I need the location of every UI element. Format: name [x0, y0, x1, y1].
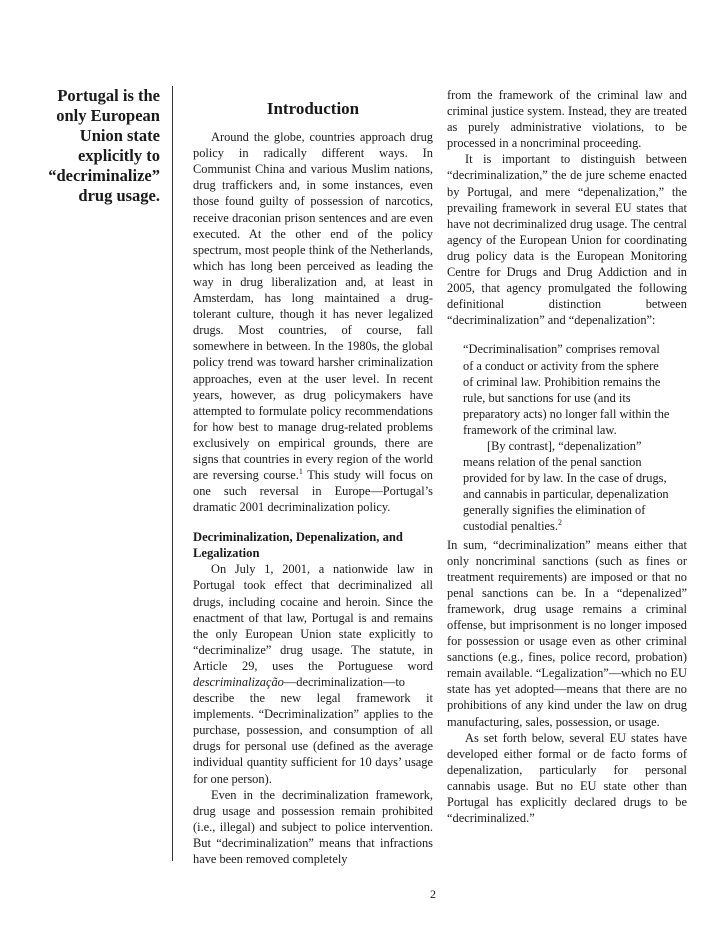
body-paragraph: from the framework of the criminal law and criminal justice system. Instead, they are treated as purely administrative violations, to be processed in a noncriminal proceeding.: [447, 88, 687, 151]
quote-paragraph: “Decriminalisation” comprises removal of a conduct or activity from the sphere of criminal law. Prohibition remains the rule, but sanctions for use (and its preparatory acts) no longer fall within the framework of the criminal law.: [463, 342, 670, 437]
column-right: [447, 87, 687, 826]
body-paragraph: On July 1, 2001, a nationwide law in Portugal took effect that decriminalized all drugs, including cocaine and heroin. Since the enactment of that law, Portugal is and remains the only European Union state explicitly to “decriminalize” drug usage. The statute, in Article 29, uses the Portuguese word descriminalização—decriminalization—to describe the new legal framework it implements. “Decriminalization” applies to the purchase, possession, and consumption of all drugs for personal use (defined as the average individual quantity sufficient for 10 days’ usage for one person).: [193, 562, 433, 786]
pull-quote: Portugal is the only European Union state explicitly to “decriminalize” drug usage.: [48, 86, 160, 205]
intro-paragraph: Around the globe, countries approach drug policy in radically different ways. In Communist China and various Muslim nations, drug traffickers and, in some instances, even those found guilty of possession of narcotics, receive draconian prison sentences and are even executed. At the other end of the policy spectrum, most people think of the Netherlands, which has long been perceived as leading the way in drug liberalization and, at least in Amsterdam, has long maintained a drug-tolerant culture, though it has never legalized drugs. Most countries, of course, fall somewhere in between. In the 1980s, the global policy trend was toward harsher criminalization approaches, even at the user level. In recent years, however, as drug policymakers have attempted to formulate policy recommendations for how best to manage drug-related problems exclusively on empirical grounds, there are signs that countries in every region of the world are reversing course.$^1$ This study will focus on one such reversal in Europe—Portugal’s dramatic 2001 decriminalization policy.: [193, 130, 433, 515]
body-paragraph: Even in the decriminalization framework, drug usage and possession remain prohibited (i.e., illegal) and subject to police intervention. But “decriminalization” means that infractions have been removed completely: [193, 787, 433, 867]
column-left: [193, 87, 433, 867]
vertical-divider: [172, 86, 173, 861]
body-paragraph: In sum, “decriminalization” means either that only noncriminal sanctions (such as fines or treatment requirements) are imposed or that no penal sanctions can be. In a “depenalized” framework, drug usage remains a criminal offense, but imprisonment is no longer imposed for possession or usage even as other criminal sanctions (e.g., fines, police record, probation) remain available. “Legalization”—which no EU state has yet adopted—means that there are no prohibitions of any kind under the law on drug manufacturing, sales, possession, or usage.: [447, 537, 687, 729]
footnote-ref-2: 2: [557, 518, 562, 528]
body-paragraph: It is important to distinguish between “decriminalization,” the de jure scheme enacted by Portugal, and mere “depenalization,” the prevailing framework in several EU states that have not decriminalized drug usage. The central agency of the European Union for coordinating drug policy data is the European Monitoring Centre for Drugs and Drug Addiction and in 2005, that agency promulgated the following definitional distinction between “decriminalization” and “depenalization”:: [447, 152, 687, 328]
body-paragraph: As set forth below, several EU states have developed either formal or de facto forms of depenalization, particularly for personal cannabis usage. But no EU state other than Portugal has explicitly declared drugs to be “decriminalized.”: [447, 730, 687, 826]
block-quote: [463, 341, 671, 534]
subheading-definitions: Decriminalization, Depenalization, and Legalization: [193, 530, 403, 561]
page-number: 2: [430, 887, 436, 901]
footnote-ref-1: 1: [298, 466, 303, 476]
quote-paragraph: [By contrast], “depenalization” means relation of the penal sanction provided for by law. In the case of drugs, and cannabis in particular, depenalization generally signifies the elimination of custodial penalties.$^2$: [463, 438, 669, 534]
section-heading-introduction: Introduction: [266, 99, 360, 118]
